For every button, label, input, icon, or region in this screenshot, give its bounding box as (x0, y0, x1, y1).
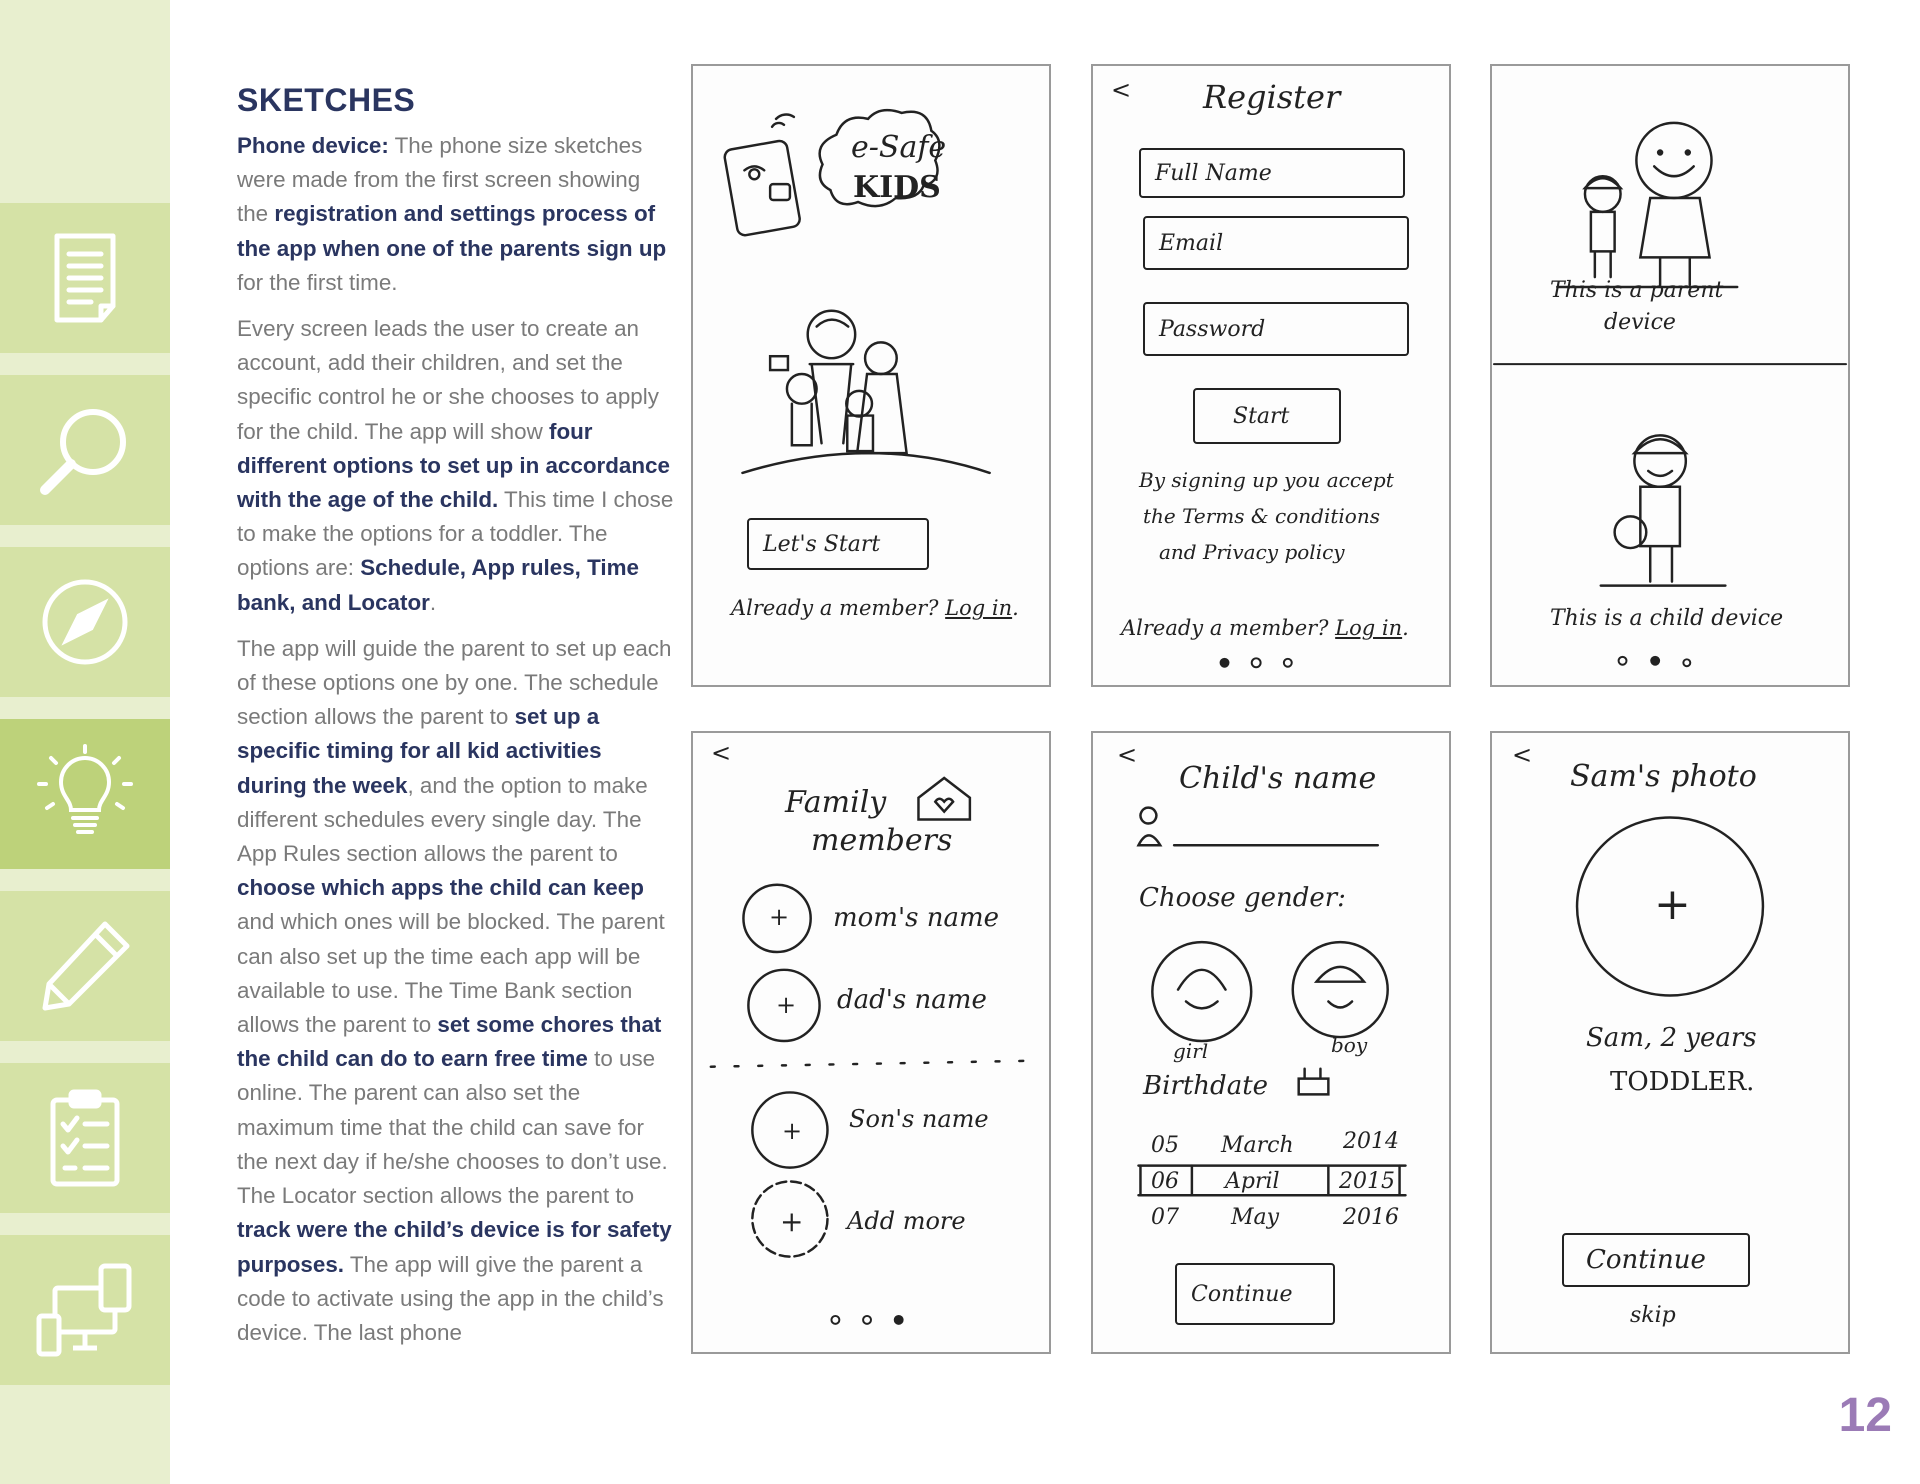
parent-device-option[interactable]: This is a parent (1550, 278, 1724, 303)
page-dot-active (894, 1315, 904, 1325)
footer-dot: . (1012, 596, 1019, 620)
page-dot (1284, 659, 1292, 667)
month-option-selected[interactable]: April (1225, 1169, 1280, 1194)
gender-option-girl[interactable]: girl (1173, 1039, 1209, 1063)
back-icon[interactable]: < (1512, 741, 1533, 769)
pencil-icon (35, 916, 135, 1016)
button-label: Continue (1586, 1245, 1706, 1275)
back-icon[interactable]: < (711, 739, 732, 767)
button-label: Continue (1191, 1281, 1293, 1307)
page-dot (1252, 658, 1261, 667)
page-dot (863, 1316, 871, 1324)
cake-icon (1299, 1069, 1329, 1095)
text-run: , and the option to make different schedules every single day. The App Rules section allows the parent to (237, 772, 648, 867)
search-icon (35, 400, 135, 500)
member-item[interactable]: Son's name (849, 1105, 989, 1133)
continue-button[interactable] (1175, 1263, 1335, 1325)
page-title: SKETCHES (237, 82, 416, 118)
back-icon[interactable]: < (1111, 76, 1132, 104)
plus-icon[interactable]: + (780, 1205, 804, 1238)
logo-text: e-Safe (851, 130, 947, 165)
age-stage-label: TODDLER. (1610, 1067, 1755, 1097)
skip-link[interactable]: skip (1630, 1303, 1676, 1328)
start-button[interactable] (1193, 388, 1341, 444)
sketch-register-screen (1091, 64, 1451, 687)
text-run: registration and settings process of the app when one of the parents sign up (237, 201, 667, 261)
lightbulb-icon (35, 744, 135, 844)
field-label: Email (1159, 230, 1224, 256)
footer-dot: . (1402, 616, 1409, 640)
terms-text: the Terms & conditions (1143, 504, 1380, 528)
boy-avatar (1293, 942, 1388, 1037)
member-item[interactable]: mom's name (833, 903, 1000, 933)
footer-label: Already a member? (1121, 616, 1329, 640)
paragraph (237, 632, 677, 1350)
devices-icon (35, 1260, 135, 1360)
family-illustration-icon (742, 311, 989, 473)
login-link[interactable]: Log in (945, 596, 1013, 620)
day-option[interactable]: 05 (1151, 1133, 1179, 1158)
terms-text: By signing up you accept (1139, 468, 1394, 492)
year-option[interactable]: 2014 (1343, 1129, 1399, 1154)
page-number: 12 (1838, 1389, 1892, 1442)
section-divider (711, 1061, 1029, 1067)
terms-text: and Privacy policy (1159, 540, 1345, 564)
paragraph (237, 129, 677, 300)
text-run: Schedule, App rules, Time bank, and Locator (237, 555, 639, 615)
parent-child-illustration-icon (1557, 123, 1737, 287)
text-run: The app will guide the parent to set up each of these options one by one. The schedule section allows the parent to (237, 635, 672, 730)
house-heart-icon (918, 778, 969, 820)
password-field[interactable] (1143, 302, 1409, 356)
sketches-article (237, 82, 677, 1362)
day-option-selected[interactable]: 06 (1151, 1169, 1179, 1194)
member-item[interactable]: dad's name (837, 985, 987, 1015)
sidebar-item-compass[interactable] (0, 547, 170, 697)
sidebar-item-sketch[interactable] (0, 891, 170, 1041)
text-run: for the first time. (237, 269, 398, 295)
button-label: Start (1233, 403, 1290, 429)
text-run: . (429, 589, 437, 615)
birthdate-label: Birthdate (1143, 1071, 1269, 1101)
sidebar-item-document[interactable] (0, 203, 170, 353)
page-dot-active (1650, 656, 1660, 666)
year-option[interactable]: 2016 (1343, 1205, 1399, 1230)
child-device-option[interactable]: This is a child device (1550, 606, 1784, 631)
month-option[interactable]: March (1221, 1133, 1294, 1158)
full-name-field[interactable] (1139, 148, 1405, 198)
screen-title: Sam's photo (1570, 759, 1757, 794)
text-run: The phone size sketches were made from the first screen showing the (237, 133, 643, 227)
checklist-icon (35, 1088, 135, 1188)
continue-button[interactable] (1562, 1233, 1750, 1287)
screen-title: Family (785, 785, 887, 820)
email-field[interactable] (1143, 216, 1409, 270)
page-dot-active (1220, 658, 1230, 668)
already-member-text (1121, 616, 1409, 640)
login-link[interactable]: Log in (1335, 616, 1403, 640)
plus-icon[interactable]: + (776, 991, 797, 1019)
page-dot (1683, 659, 1690, 666)
back-icon[interactable]: < (1117, 741, 1138, 769)
sidebar-item-checklist[interactable] (0, 1063, 170, 1213)
text-run: set up a specific timing for all kid activities during the week (237, 704, 602, 798)
document-icon (35, 228, 135, 328)
text-run: and which ones will be blocked. The parent can also set up the time each app will be available to use. The Time Bank section allows the parent to (237, 909, 665, 1038)
screen-title: members (811, 823, 953, 858)
sketch-family-members-screen (691, 731, 1051, 1354)
gender-option-boy[interactable]: boy (1331, 1033, 1368, 1057)
user-icon (1138, 808, 1160, 846)
gender-label: Choose gender: (1139, 883, 1346, 913)
parent-device-option[interactable]: device (1604, 310, 1676, 335)
member-item[interactable]: Add more (847, 1207, 966, 1235)
sketch-splash-screen (691, 64, 1051, 687)
plus-icon[interactable]: + (782, 1117, 803, 1145)
page-dot (1619, 657, 1627, 665)
sidebar-item-devices[interactable] (0, 1235, 170, 1385)
screen-title: Child's name (1179, 761, 1377, 796)
sidebar-item-search[interactable] (0, 375, 170, 525)
girl-avatar (1152, 942, 1251, 1041)
text-run: This time I chose to make the options for a toddler. The options are: (237, 487, 674, 581)
logo-text: KIDS (853, 170, 941, 205)
sidebar (0, 0, 170, 1484)
text-run: Phone device: (237, 133, 389, 158)
text-run: Every screen leads the user to create an account, add their children, and set the specific control he or she chooses to apply for the child. The app will show (237, 316, 659, 444)
child-illustration-icon (1601, 435, 1726, 585)
text-run: set some chores that the child can do to earn free time (237, 1012, 662, 1072)
day-option[interactable]: 07 (1151, 1205, 1179, 1230)
compass-icon (35, 572, 135, 672)
text-run: to use online. The parent can also set the maximum time that the child can save for the next day if he/she chooses to don’t use. The Locator section allows the parent to (237, 1046, 668, 1209)
footer-label: Already a member? (731, 596, 939, 620)
month-option[interactable]: May (1231, 1205, 1280, 1230)
year-option-selected[interactable]: 2015 (1339, 1169, 1395, 1194)
button-label: Let's Start (763, 531, 881, 557)
plus-icon[interactable]: + (769, 903, 790, 931)
sketch-device-type-screen (1490, 64, 1850, 687)
sketch-child-photo-screen (1490, 731, 1850, 1354)
paragraph (237, 312, 677, 620)
already-member-text (731, 596, 1019, 620)
lets-start-button[interactable] (747, 518, 929, 570)
page-dot (831, 1316, 839, 1324)
field-label: Password (1159, 316, 1266, 342)
text-run: choose which apps the child can keep (237, 875, 644, 901)
screen-title: Register (1203, 78, 1341, 116)
text-run: four different options to set up in accordance with the age of the child. (237, 418, 670, 513)
add-photo-plus-icon[interactable]: + (1654, 879, 1691, 930)
sidebar-item-ideas[interactable] (0, 719, 170, 869)
sketch-child-details-screen (1091, 731, 1451, 1354)
field-label: Full Name (1155, 160, 1272, 186)
text-run: The app will give the parent a code to activate using the app in the child’s device. The last phone (237, 1251, 664, 1345)
child-info: Sam, 2 years (1586, 1023, 1757, 1053)
text-run: track were the child’s device is for safety purposes. (237, 1217, 672, 1277)
